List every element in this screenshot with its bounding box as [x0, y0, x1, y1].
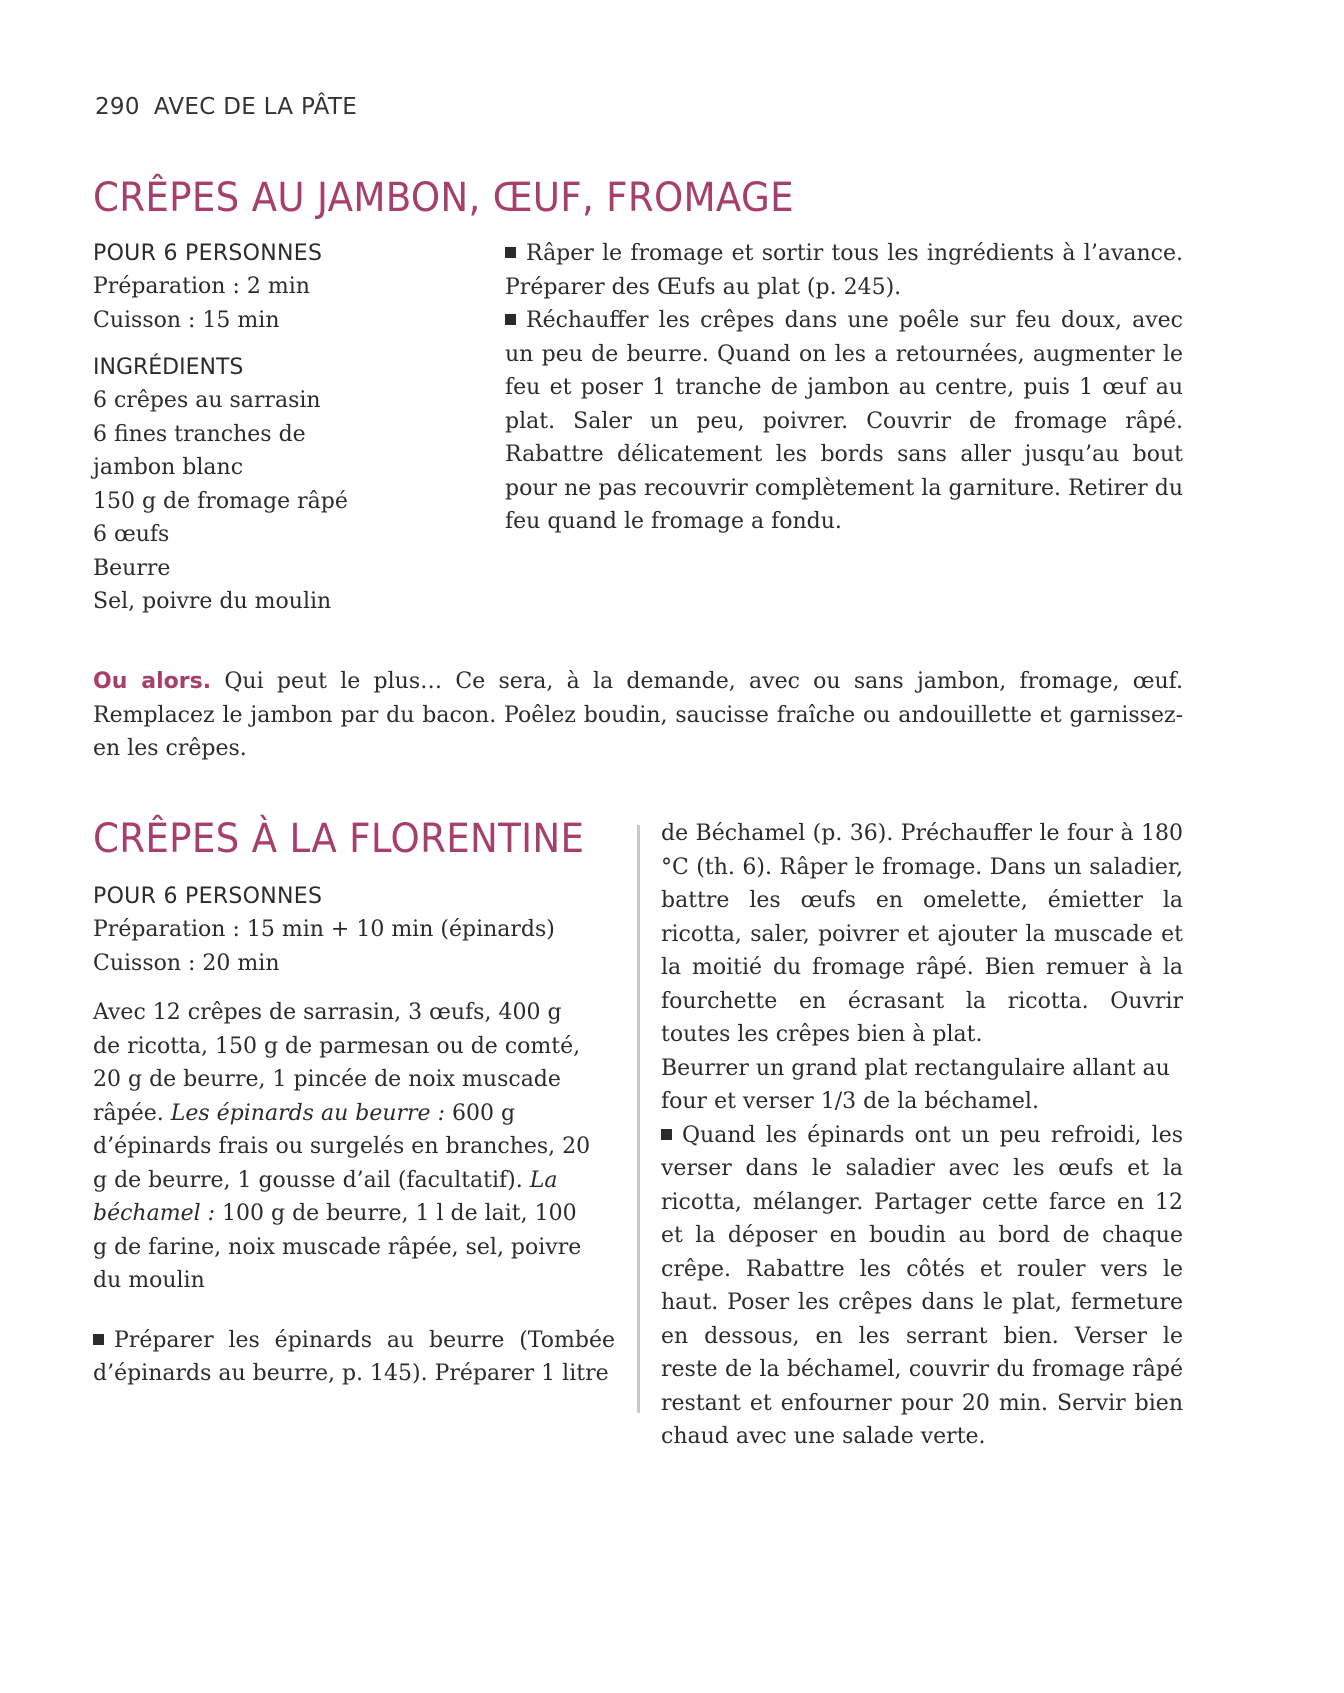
method-column: [505, 237, 1183, 539]
ingredients-heading: INGRÉDIENTS: [93, 355, 244, 380]
spinach-label: Les épinards au beurre :: [170, 1100, 445, 1126]
recipe-title: CRÊPES À LA FLORENTINE: [93, 816, 585, 862]
method-step: Quand les épinards ont un peu refroidi, les verser dans le saladier avec les œufs et la ricotta, mélanger. Partager cette farce en 12 et la déposer en boudin au bord de chaque crêpe. Rabattre les côtés et rouler vers le haut. Poser les crêpes dans le plat, fermeture en dessous, en les serrant bien. Verser le reste de la béchamel, couvrir du fromage râpé restant et enfourner pour 20 min. Servir bien chaud avec une salade verte.: [661, 1122, 1183, 1449]
page-number: 290: [95, 94, 140, 120]
servings: POUR 6 PERSONNES: [93, 241, 323, 266]
ingredient-item: Sel, poivre du moulin: [93, 589, 332, 614]
column-divider: [637, 825, 640, 1413]
method-step: Râper le fromage et sortir tous les ingrédients à l’avance. Préparer des Œufs au plat (p. 245).: [505, 241, 1183, 300]
ingredient-item: 6 fines tranches de jambon blanc: [93, 421, 306, 480]
ingredients-paragraph: Avec 12 crêpes de sarrasin, 3 œufs, 400 g de ricotta, 150 g de parmesan ou de comté, 20 g de beurre, 1 pincée de noix muscade râpée. Les épinards au beurre : 600 g d’épinards frais ou surgelés en branches, 20 g de beurre, 1 gousse d’ail (facultatif). La béchamel : 100 g de beurre, 1 l de lait, 100 g de farine, noix muscade râpée, sel, poivre du moulin: [93, 1000, 591, 1293]
running-head: [95, 94, 357, 120]
method-step-continued: Beurrer un grand plat rectangulaire allant au four et verser 1/3 de la béchamel.: [661, 1055, 1170, 1114]
square-bullet-icon: [505, 247, 516, 258]
bechamel-label: La béchamel :: [93, 1167, 558, 1226]
prep-time: Préparation : 15 min + 10 min (épinards): [93, 917, 555, 942]
square-bullet-icon: [505, 314, 516, 325]
square-bullet-icon: [661, 1129, 672, 1140]
cook-time: Cuisson : 15 min: [93, 307, 280, 333]
method-step: Préparer les épinards au beurre (Tombée d’épinards au beurre, p. 145). Préparer 1 litre: [93, 1327, 615, 1386]
prep-time: Préparation : 2 min: [93, 274, 310, 299]
method-step-continued: de Béchamel (p. 36). Préchauffer le four à 180 °C (th. 6). Râper le fromage. Dans un saladier, battre les œufs en omelette, émietter la ricotta, saler, poivrer et ajouter la muscade et la moitié du fromage râpé. Bien remuer à la fourchette en écrasant la ricotta. Ouvrir toutes les crêpes bien à plat.: [661, 821, 1183, 1047]
recipe-info-column: [93, 237, 493, 619]
variant-note: [93, 665, 1183, 766]
ingredient-item: 150 g de fromage râpé: [93, 488, 348, 514]
recipe-info-column: [93, 880, 615, 1391]
method-column: [661, 817, 1183, 1454]
variant-text: Qui peut le plus… Ce sera, à la demande, avec ou sans jambon, fromage, œuf. Remplacez le jambon par du bacon. Poêlez boudin, saucisse fraîche ou andouillette et garnissez-en les crêpes.: [93, 669, 1184, 761]
method-step: Réchauffer les crêpes dans une poêle sur feu doux, avec un peu de beurre. Quand on les a retournées, augmenter le feu et poser 1 tranche de jambon au centre, puis 1 œuf au plat. Saler un peu, poivrer. Couvrir de fromage râpé. Rabattre délicatement les bords sans aller jusqu’au bout pour ne pas recouvrir complètement la garniture. Retirer du feu quand le fromage a fondu.: [505, 308, 1183, 534]
ingredient-item: 6 œufs: [93, 522, 170, 547]
section-title: AVEC DE LA PÂTE: [153, 94, 358, 120]
ingredient-item: 6 crêpes au sarrasin: [93, 388, 321, 413]
cook-time: Cuisson : 20 min: [93, 950, 280, 976]
recipe-title: CRÊPES AU JAMBON, ŒUF, FROMAGE: [93, 175, 794, 221]
servings: POUR 6 PERSONNES: [93, 884, 323, 909]
ingredient-item: Beurre: [93, 555, 171, 581]
variant-label: Ou alors.: [93, 669, 212, 694]
square-bullet-icon: [93, 1334, 104, 1345]
